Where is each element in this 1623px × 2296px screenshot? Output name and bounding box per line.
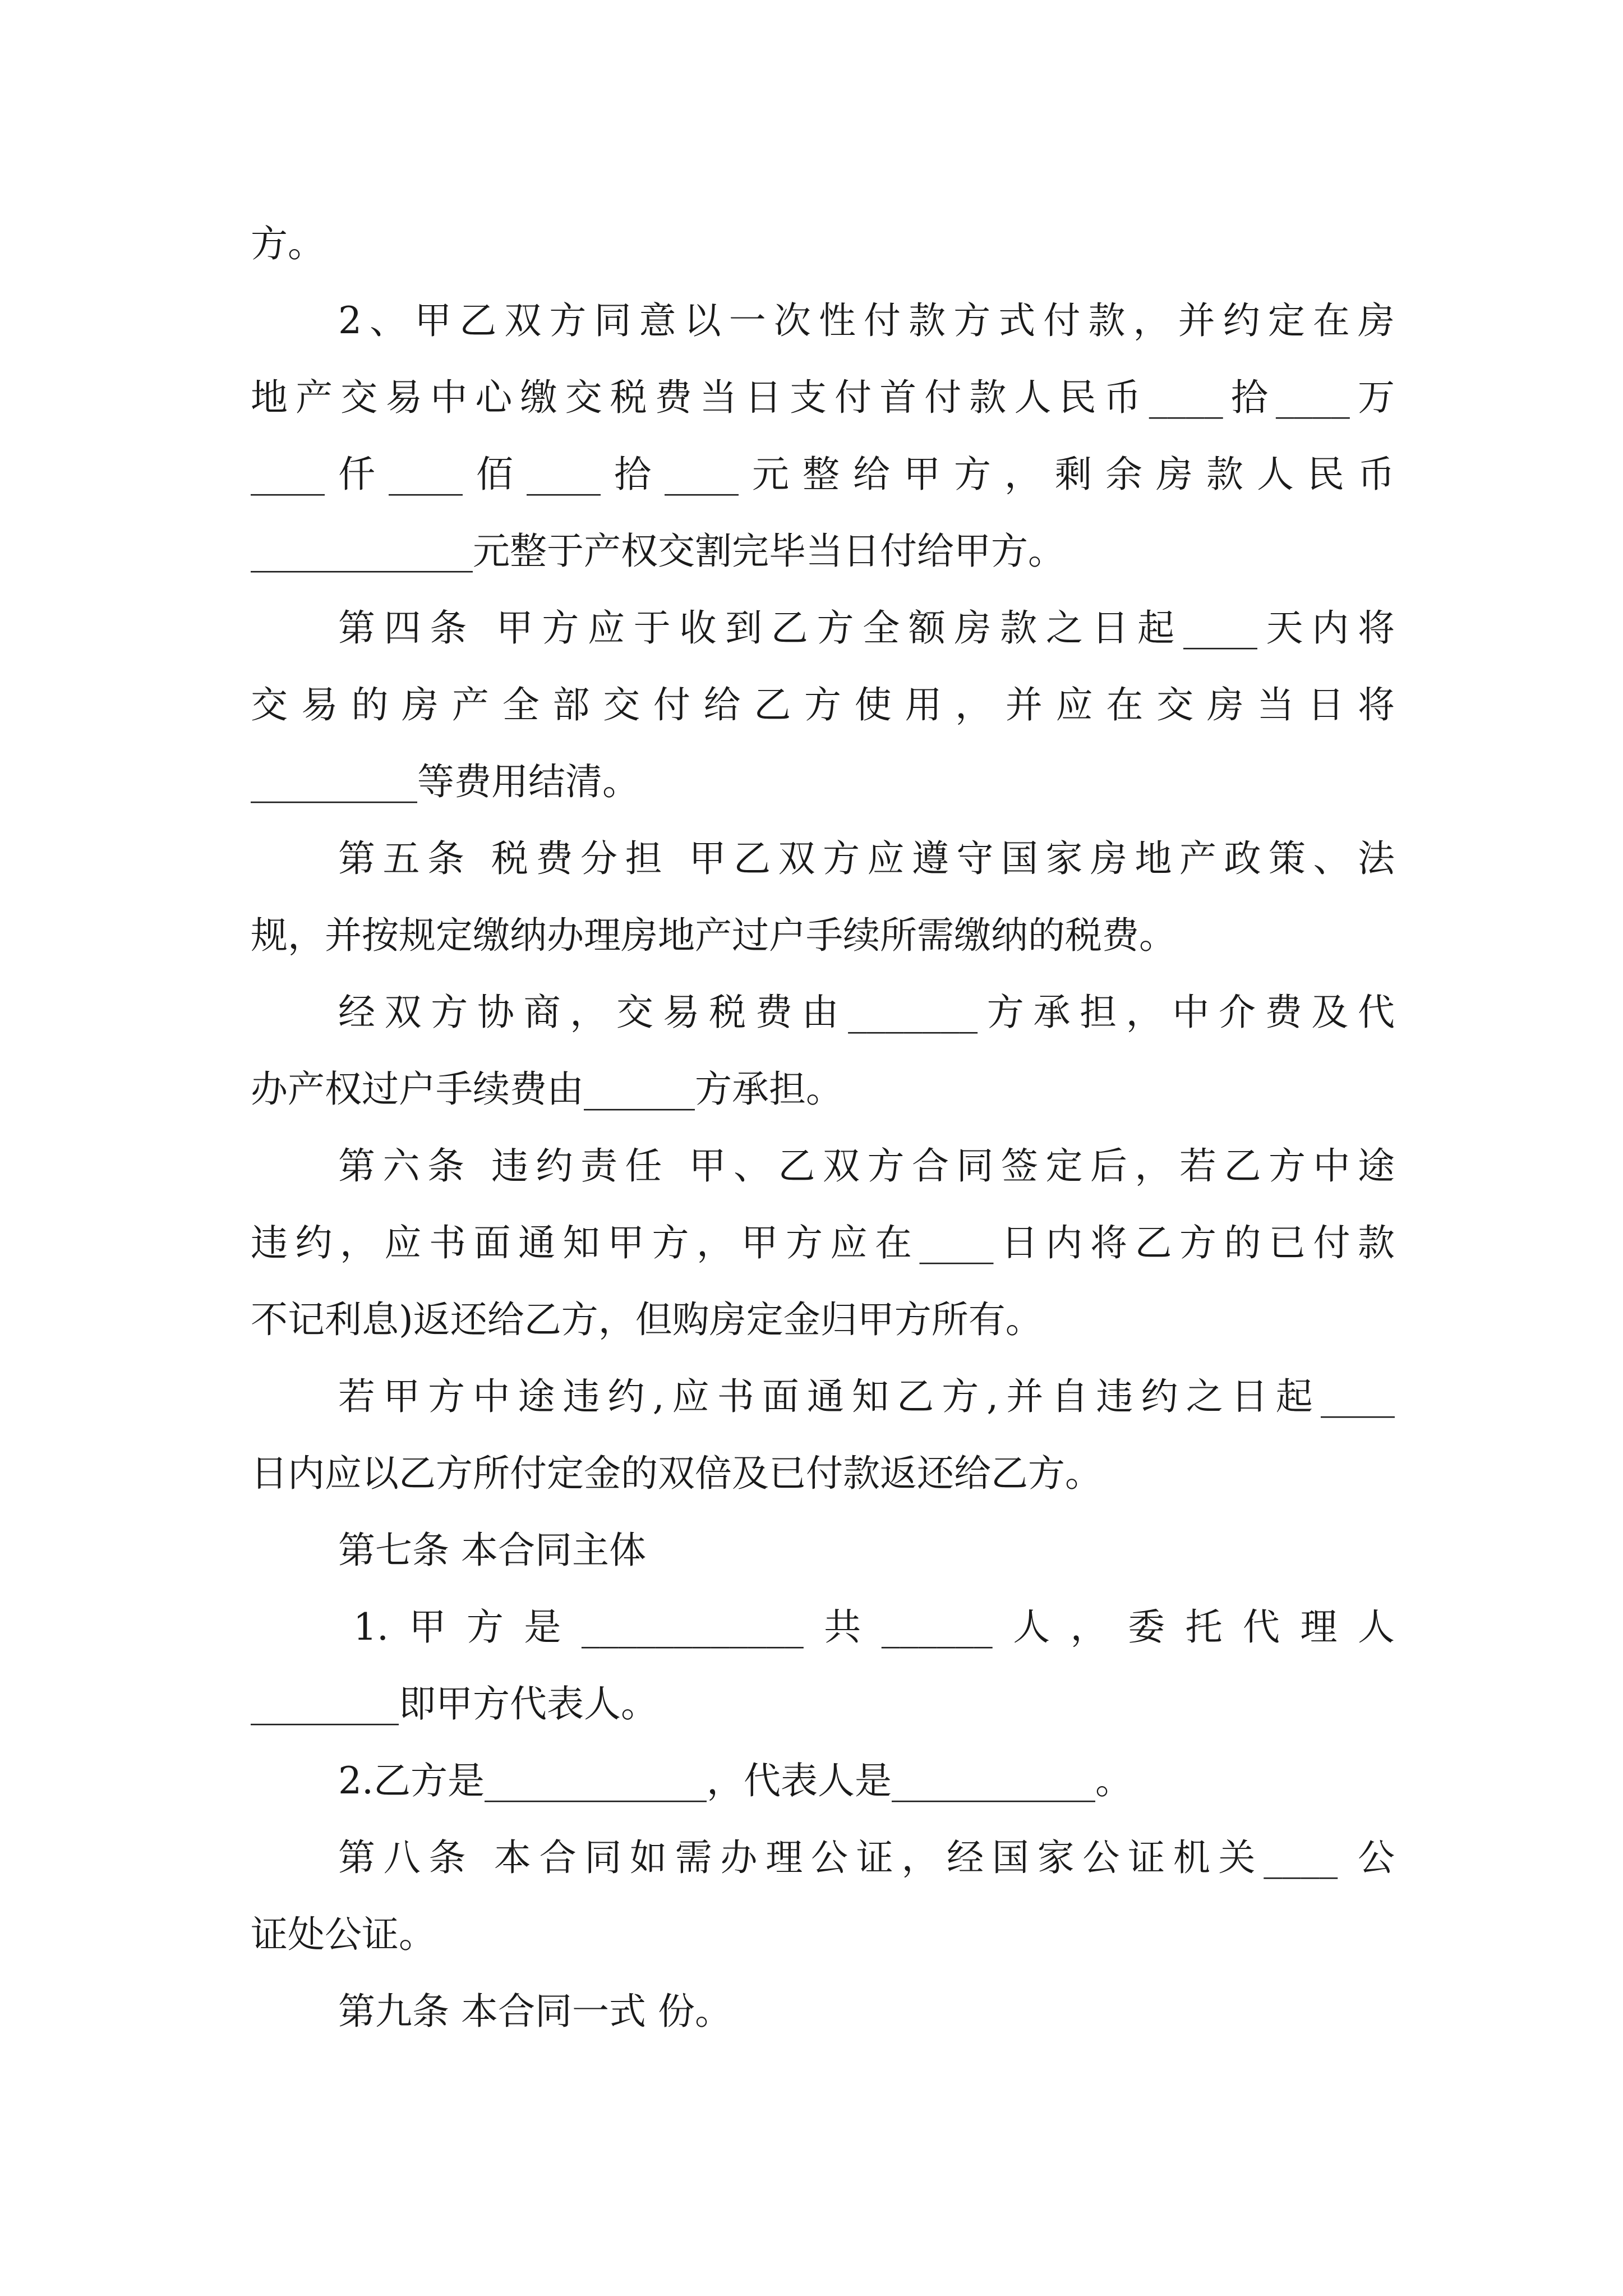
text-line: ________即甲方代表人。	[251, 1682, 658, 1726]
text-line: 第六条 违约责任 甲、乙双方合同签定后，若乙方中途	[338, 1144, 1395, 1188]
text-line: 第五条 税费分担 甲乙双方应遵守国家房地产政策、法	[338, 837, 1395, 880]
text-line: 地产交易中心缴交税费当日支付首付款人民币____拾____万	[251, 376, 1395, 419]
text-line: 办产权过户手续费由______方承担。	[251, 1068, 843, 1111]
text-line: 2.乙方是____________，代表人是___________。	[338, 1759, 1132, 1802]
text-line: 证处公证。	[251, 1913, 436, 1956]
text-line: 第九条 本合同一式 份。	[338, 1990, 732, 2033]
text-line: ____________元整于产权交割完毕当日付给甲方。	[251, 530, 1065, 573]
text-line: _________等费用结清。	[251, 760, 639, 803]
text-line: 方。	[251, 222, 325, 265]
text-line: 第七条 本合同主体	[338, 1529, 646, 1572]
text-line: 第八条 本合同如需办理公证，经国家公证机关____ 公	[338, 1836, 1395, 1879]
text-line: 规，并按规定缴纳办理房地产过户手续所需缴纳的税费。	[251, 914, 1176, 957]
text-line: 2、甲乙双方同意以一次性付款方式付款，并约定在房	[338, 299, 1395, 342]
text-line: 不记利息)返还给乙方，但购房定金归甲方所有。	[251, 1298, 1043, 1341]
text-line: 经双方协商，交易税费由_______方承担，中介费及代	[338, 991, 1395, 1034]
text-line: 交易的房产全部交付给乙方使用，并应在交房当日将	[251, 683, 1395, 726]
text-line: ____仟____佰____拾____元整给甲方，剩余房款人民币	[251, 453, 1395, 496]
text-line: 日内应以乙方所付定金的双倍及已付款返还给乙方。	[251, 1452, 1102, 1495]
text-line: 若甲方中途违约,应书面通知乙方,并自违约之日起____	[338, 1375, 1395, 1418]
text-line: 1.甲方是____________共______人，委托代理人	[353, 1605, 1395, 1649]
text-line: 违约，应书面通知甲方，甲方应在____日内将乙方的已付款	[251, 1221, 1395, 1264]
text-line: 第四条 甲方应于收到乙方全额房款之日起____天内将	[338, 606, 1395, 650]
